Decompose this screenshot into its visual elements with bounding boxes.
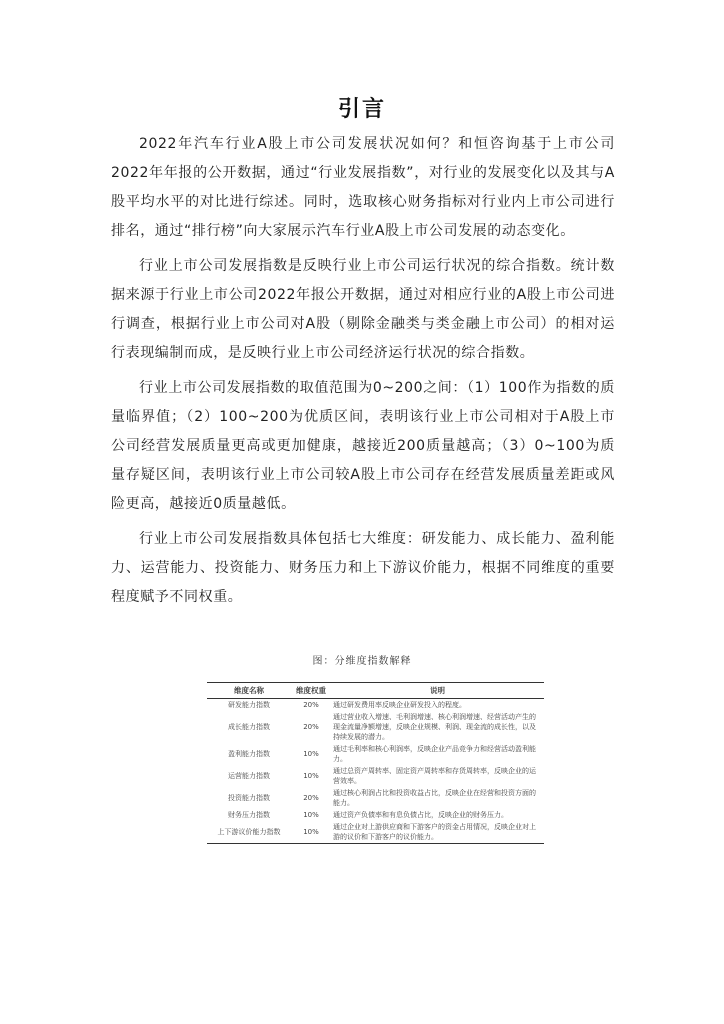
table-row: [207, 765, 544, 787]
table-header-name: 维度名称: [207, 683, 291, 699]
table-cell-weight: 10%: [303, 750, 319, 758]
table-cell-name: 上下游议价能力指数: [207, 821, 291, 844]
table-cell-desc: 通过核心利润占比和投资收益占比，反映企业在经营和投资方面的能力。: [333, 789, 536, 807]
table-header-weight: 维度权重: [291, 683, 331, 699]
page-title: 引言: [337, 97, 386, 122]
table-cell-desc: 通过研发费用率反映企业研发投入的程度。: [333, 701, 466, 709]
table-cell-weight: 10%: [303, 772, 319, 780]
dimension-table: [207, 682, 544, 844]
table-cell-desc: 通过企业对上游供应商和下游客户的资金占用情况，反映企业对上游的议价和下游客户的议价能力。: [331, 821, 544, 844]
paragraph-4: 行业上市公司发展指数具体包括七大维度：研发能力、成长能力、盈利能力、运营能力、投资能力、财务压力和上下游议价能力，根据不同维度的重要程度赋予不同权重。: [111, 531, 615, 605]
table-header-desc: 说明: [331, 683, 544, 699]
paragraph-1: 2022年汽车行业A股上市公司发展状况如何？和恒咨询基于上市公司2022年年报的公开数据，通过“行业发展指数”，对行业的发展变化以及其与A股平均水平的对比进行综述。同时，选取核心财务指标对行业内上市公司进行排名，通过“排行榜”向大家展示汽车行业A股上市公司发展的动态变化。: [111, 136, 615, 239]
table-row: [207, 699, 544, 712]
table-cell-name: 运营能力指数: [228, 772, 270, 780]
paragraph-3: 行业上市公司发展指数的取值范围为0~200之间：（1）100作为指数的质量临界值；（2）100~200为优质区间，表明该行业上市公司相对于A股上市公司经营发展质量更高或更加健康，越接近200质量越高；（3）0~100为质量存疑区间，表明该行业上市公司较A股上市公司存在经营发展质量差距或风险更高，越接近0质量越低。: [111, 380, 615, 512]
table-row: [207, 711, 544, 743]
table-cell-desc: 通过总资产周转率、固定资产周转率和存货周转率，反映企业的运营效率。: [333, 767, 536, 785]
table-cell-desc: 通过营业收入增速、毛利润增速、核心利润增速、经营活动产生的现金流量净额增速，反映企业规模、利润、现金流的成长性，以及持续发展的潜力。: [333, 713, 536, 741]
table-header-row: [207, 683, 544, 699]
table-row: [207, 787, 544, 809]
table-cell-weight: 20%: [303, 794, 319, 802]
table-cell-name: 财务压力指数: [228, 811, 270, 819]
table-cell-name: 成长能力指数: [228, 723, 270, 731]
table-row: [207, 743, 544, 765]
table-cell-desc: 通过资产负债率和有息负债占比，反映企业的财务压力。: [333, 811, 508, 819]
table-cell-weight: 10%: [303, 811, 319, 819]
table-cell-name: 研发能力指数: [228, 701, 270, 709]
table-cell-weight: 10%: [291, 821, 331, 844]
table-cell-desc: 通过毛利率和核心利润率，反映企业产品竞争力和经营活动盈利能力。: [333, 745, 536, 763]
table-row: [207, 809, 544, 821]
table-row: [207, 821, 544, 844]
table-cell-weight: 20%: [303, 701, 319, 709]
body-text: [111, 130, 615, 618]
table-cell-name: 投资能力指数: [228, 794, 270, 802]
table-cell-name: 盈利能力指数: [228, 750, 270, 758]
table-caption: 图：分维度指数解释: [312, 656, 412, 667]
table-cell-weight: 20%: [303, 723, 319, 731]
paragraph-2: 行业上市公司发展指数是反映行业上市公司运行状况的综合指数。统计数据来源于行业上市公司2022年报公开数据，通过对相应行业的A股上市公司进行调查，根据行业上市公司对A股（剔除金融类与类金融上市公司）的相对运行表现编制而成，是反映行业上市公司经济运行状况的综合指数。: [111, 258, 615, 361]
